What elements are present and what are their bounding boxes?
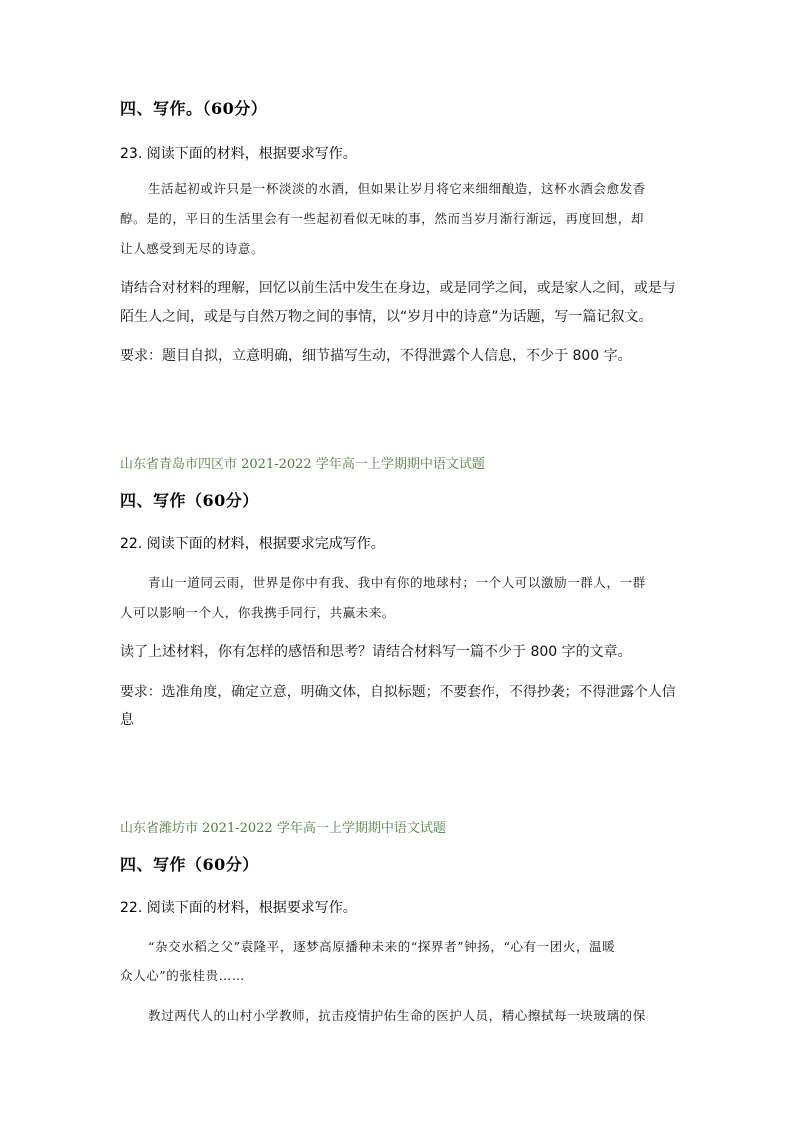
section2-heading: 四、写作（60分） xyxy=(120,491,259,510)
section1-requirement: 要求：题目自拟，立意明确，细节描写生动，不得泄露个人信息，不少于 800 字。 xyxy=(120,348,632,364)
section1-material-line-3: 让人感受到无尽的诗意。 xyxy=(120,241,265,256)
section2-instruction: 读了上述材料，你有怎样的感悟和思考？请结合材料写一篇不少于 800 字的文章。 xyxy=(120,644,632,660)
section3-heading: 四、写作（60分） xyxy=(120,855,259,874)
section3-material-line-2: 众人心”的张桂贵…… xyxy=(120,968,245,983)
section2-question: 22. 阅读下面的材料，根据要求完成写作。 xyxy=(120,536,385,552)
section3-material2-line-1: 教过两代人的山村小学教师，抗击疫情护佑生命的医护人员，精心擦拭每一块玻璃的保 xyxy=(148,1008,646,1023)
section1-instruction-line-2: 陌生人之间，或是与自然万物之间的事情，以“岁月中的诗意”为话题，写一篇记叙文。 xyxy=(120,309,653,325)
section2-material-line-1: 青山一道同云雨，世界是你中有我、我中有你的地球村；一个人可以激励一群人，一群 xyxy=(148,575,646,590)
section3-source: 山东省潍坊市 2021-2022 学年高一上学期期中语文试题 xyxy=(120,821,446,836)
section1-material-line-1: 生活起初或许只是一杯淡淡的水酒，但如果让岁月将它来细细酿造，这杯水酒会愈发香 xyxy=(148,181,646,196)
section1-heading: 四、写作。（60分） xyxy=(120,99,268,118)
section2-source: 山东省青岛市四区市 2021-2022 学年高一上学期期中语文试题 xyxy=(120,457,485,472)
section1-material-line-2: 醇。是的，平日的生活里会有一些起初看似无味的事，然而当岁月渐行渐远，再度回想，却 xyxy=(120,211,645,226)
section1-question: 23. 阅读下面的材料，根据要求写作。 xyxy=(120,146,357,162)
section3-question: 22. 阅读下面的材料，根据要求写作。 xyxy=(120,900,357,916)
section1-instruction-line-1: 请结合对材料的理解，回忆以前生活中发生在身边，或是同学之间，或是家人之间，或是与 xyxy=(120,280,676,296)
section2-material-line-2: 人可以影响一个人，你我携手同行，共赢未来。 xyxy=(120,605,396,620)
section3-material-line-1: “杂交水稻之父”袁隆平，逐梦高原播种未来的“探界者”钟扬，“心有一团火，温暖 xyxy=(148,939,616,954)
section2-requirement-line-1: 要求：选准角度，确定立意，明确文体，自拟标题；不要套作，不得抄袭；不得泄露个人信 xyxy=(120,684,676,700)
section2-requirement-line-2: 息 xyxy=(120,712,134,728)
